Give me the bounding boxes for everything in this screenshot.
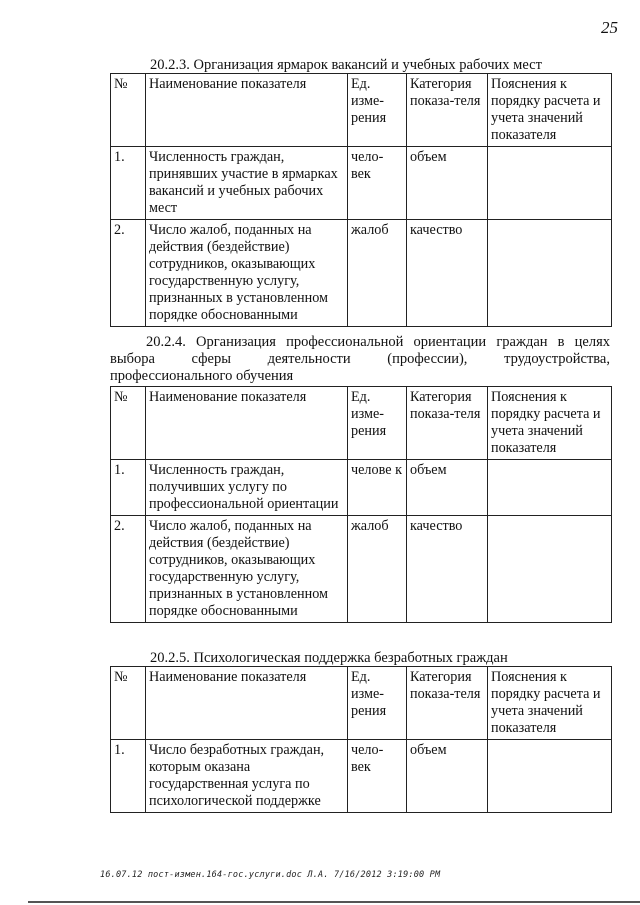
header-name: Наименование показателя — [146, 74, 348, 147]
row-name: Число безработных граждан, которым оказана государственная услуга по психологической поддержке — [146, 740, 348, 813]
header-num: № — [111, 667, 146, 740]
row-explanation — [488, 740, 612, 813]
section-title-20-2-5: 20.2.5. Психологическая поддержка безработных граждан — [150, 650, 508, 666]
row-unit: чело-век — [348, 740, 407, 813]
row-explanation — [488, 220, 612, 327]
row-unit: жалоб — [348, 516, 407, 623]
indicators-table-20-2-5 — [110, 666, 612, 813]
section-title-line-1: 20.2.4. Организация профессиональной ориентации граждан в целях выбора сферы деятельности (профессии), трудоустройства, — [110, 334, 610, 367]
row-category: объем — [407, 147, 488, 220]
row-category: объем — [407, 460, 488, 516]
row-name: Численность граждан, принявших участие в ярмарках вакансий и учебных рабочих мест — [146, 147, 348, 220]
row-category: объем — [407, 740, 488, 813]
indicators-table-20-2-4 — [110, 386, 612, 623]
row-explanation — [488, 516, 612, 623]
header-explanation: Пояснения к порядку расчета и учета значений показателя — [488, 387, 612, 460]
header-category: Категория показа-теля — [407, 74, 488, 147]
page-number: 25 — [601, 18, 618, 37]
row-num: 1. — [111, 460, 146, 516]
row-name: Число жалоб, поданных на действия (бездействие) сотрудников, оказывающих государственную услугу, признанных в установленном порядке обоснованными — [146, 220, 348, 327]
header-category: Категория показа-теля — [407, 667, 488, 740]
row-explanation — [488, 147, 612, 220]
table-row — [111, 147, 612, 220]
header-explanation: Пояснения к порядку расчета и учета значений показателя — [488, 667, 612, 740]
table-header-row — [111, 667, 612, 740]
header-num: № — [111, 387, 146, 460]
table-row — [111, 460, 612, 516]
header-name: Наименование показателя — [146, 667, 348, 740]
scan-edge-line — [28, 901, 640, 903]
row-unit: челове к — [348, 460, 407, 516]
row-name: Численность граждан, получивших услугу по профессиональной ориентации — [146, 460, 348, 516]
header-unit: Ед. изме-рения — [348, 387, 407, 460]
section-title-20-2-4 — [110, 334, 610, 385]
indicators-table-20-2-3 — [110, 73, 612, 327]
section-title-line-2: профессионального обучения — [110, 368, 294, 384]
header-unit: Ед. изме-рения — [348, 74, 407, 147]
header-unit: Ед. изме-рения — [348, 667, 407, 740]
row-num: 1. — [111, 740, 146, 813]
section-title-20-2-3: 20.2.3. Организация ярмарок вакансий и учебных рабочих мест — [150, 57, 542, 73]
row-name: Число жалоб, поданных на действия (бездействие) сотрудников, оказывающих государственную услугу, признанных в установленном порядке обоснованными — [146, 516, 348, 623]
header-explanation: Пояснения к порядку расчета и учета значений показателя — [488, 74, 612, 147]
header-name: Наименование показателя — [146, 387, 348, 460]
row-num: 2. — [111, 516, 146, 623]
table-header-row — [111, 387, 612, 460]
row-num: 1. — [111, 147, 146, 220]
table-row — [111, 220, 612, 327]
document-footer: 16.07.12 пост-измен.164-гос.услуги.doc Л.А. 7/16/2012 3:19:00 PM — [100, 870, 441, 880]
row-category: качество — [407, 220, 488, 327]
row-unit: чело-век — [348, 147, 407, 220]
table-row — [111, 740, 612, 813]
row-explanation — [488, 460, 612, 516]
row-num: 2. — [111, 220, 146, 327]
row-category: качество — [407, 516, 488, 623]
row-unit: жалоб — [348, 220, 407, 327]
table-row — [111, 516, 612, 623]
header-category: Категория показа-теля — [407, 387, 488, 460]
header-num: № — [111, 74, 146, 147]
table-header-row — [111, 74, 612, 147]
